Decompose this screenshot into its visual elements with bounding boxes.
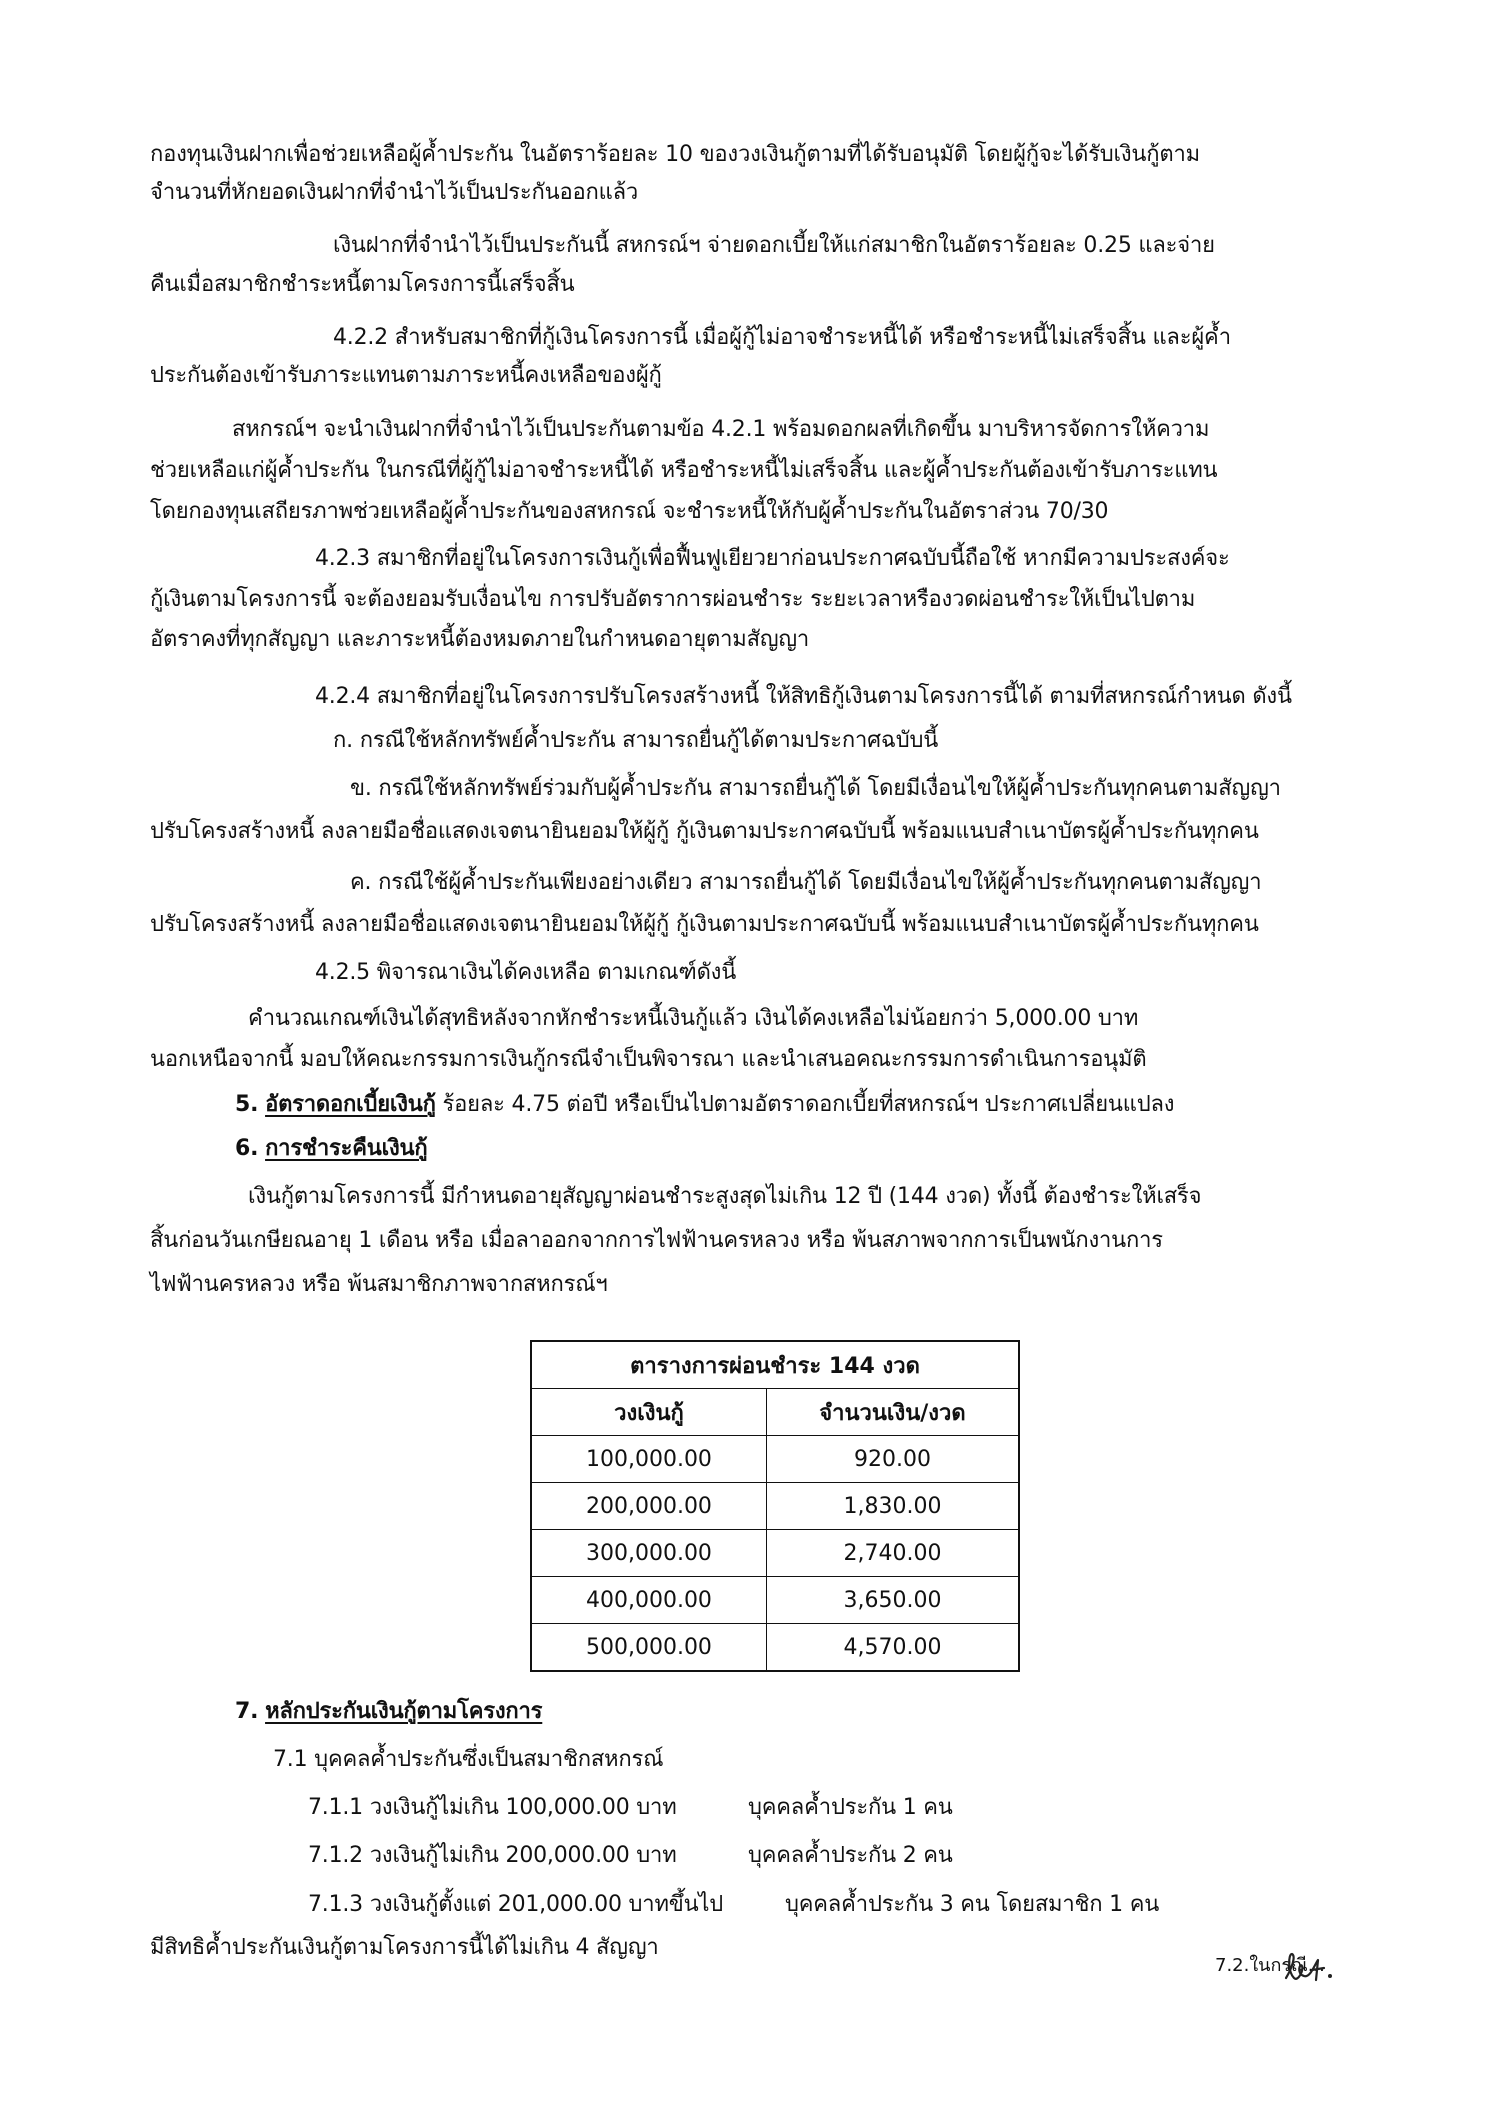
table-row — [531, 1577, 1019, 1624]
loan-amount-cell: 500,000.00 — [531, 1624, 766, 1672]
subsection-7-1: 7.1 บุคคลค้ำประกันซึ่งเป็นสมาชิกสหกรณ์ — [273, 1747, 664, 1772]
paragraph-line: 4.2.4 สมาชิกที่อยู่ในโครงการปรับโครงสร้างหนี้ ให้สิทธิกู้เงินตามโครงการนี้ได้ ตามที่สหกรณ์กำหนด ดังนี้ — [315, 684, 1292, 709]
section-number: 7. — [235, 1699, 259, 1724]
paragraph-line: ช่วยเหลือแก่ผู้ค้ำประกัน ในกรณีที่ผู้กู้ไม่อาจชำระหนี้ได้ หรือชำระหนี้ไม่เสร็จสิ้น และผู้ค้ำประกันต้องเข้ารับภาระแทน — [150, 458, 1218, 483]
paragraph-line: ค. กรณีใช้ผู้ค้ำประกันเพียงอย่างเดียว สามารถยื่นกู้ได้ โดยมีเงื่อนไขให้ผู้ค้ำประกันทุกคนตามสัญญา — [350, 870, 1262, 895]
paragraph-line: นอกเหนือจากนี้ มอบให้คณะกรรมการเงินกู้กรณีจำเป็นพิจารณา และนำเสนอคณะกรรมการดำเนินการอนุมัติ — [150, 1047, 1147, 1072]
installment-cell: 920.00 — [766, 1436, 1019, 1483]
paragraph-line: กองทุนเงินฝากเพื่อช่วยเหลือผู้ค้ำประกัน ในอัตราร้อยละ 10 ของวงเงินกู้ตามที่ได้รับอนุมัติ โดยผู้กู้จะได้รับเงินกู้ตาม — [150, 142, 1200, 167]
loan-amount-cell: 200,000.00 — [531, 1483, 766, 1530]
table-header-loan: วงเงินกู้ — [531, 1389, 766, 1436]
paragraph-line: คืนเมื่อสมาชิกชำระหนี้ตามโครงการนี้เสร็จสิ้น — [150, 272, 575, 297]
paragraph-line: สิ้นก่อนวันเกษียณอายุ 1 เดือน หรือ เมื่อลาออกจากการไฟฟ้านครหลวง หรือ พ้นสภาพจากการเป็นพนักงานการ — [150, 1228, 1163, 1253]
section-6-heading-row — [235, 1134, 427, 1164]
table-row — [531, 1624, 1019, 1672]
paragraph-line: ไฟฟ้านครหลวง หรือ พ้นสมาชิกภาพจากสหกรณ์ฯ — [150, 1272, 608, 1297]
loan-amount-cell: 400,000.00 — [531, 1577, 766, 1624]
section-text: ร้อยละ 4.75 ต่อปี หรือเป็นไปตามอัตราดอกเบี้ยที่สหกรณ์ฯ ประกาศเปลี่ยนแปลง — [435, 1092, 1175, 1117]
paragraph-line: 4.2.5 พิจารณาเงินได้คงเหลือ ตามเกณฑ์ดังนี้ — [315, 960, 737, 985]
installment-cell: 2,740.00 — [766, 1530, 1019, 1577]
guarantor-rule-right: บุคคลค้ำประกัน 2 คน — [748, 1843, 953, 1868]
paragraph-line: โดยกองทุนเสถียรภาพช่วยเหลือผู้ค้ำประกันของสหกรณ์ จะชำระหนี้ให้กับผู้ค้ำประกันในอัตราส่วน 70/30 — [150, 499, 1109, 524]
paragraph-line: ก. กรณีใช้หลักทรัพย์ค้ำประกัน สามารถยื่นกู้ได้ตามประกาศฉบับนี้ — [333, 728, 939, 753]
loan-amount-cell: 100,000.00 — [531, 1436, 766, 1483]
installment-table — [530, 1340, 1020, 1672]
table-title: ตารางการผ่อนชำระ 144 งวด — [531, 1341, 1019, 1389]
paragraph-line: ปรับโครงสร้างหนี้ ลงลายมือชื่อแสดงเจตนายินยอมให้ผู้กู้ กู้เงินตามประกาศฉบับนี้ พร้อมแนบสำเนาบัตรผู้ค้ำประกันทุกคน — [150, 912, 1259, 937]
paragraph-line: กู้เงินตามโครงการนี้ จะต้องยอมรับเงื่อนไข การปรับอัตราการผ่อนชำระ ระยะเวลาหรืองวดผ่อนชำระให้เป็นไปตาม — [150, 587, 1196, 612]
paragraph-line: คำนวณเกณฑ์เงินได้สุทธิหลังจากหักชำระหนี้เงินกู้แล้ว เงินได้คงเหลือไม่น้อยกว่า 5,000.00 บาท — [248, 1006, 1139, 1031]
guarantor-rule-left: 7.1.1 วงเงินกู้ไม่เกิน 100,000.00 บาท — [308, 1795, 677, 1820]
paragraph-line: มีสิทธิค้ำประกันเงินกู้ตามโครงการนี้ได้ไม่เกิน 4 สัญญา — [150, 1935, 659, 1960]
paragraph-line: 4.2.2 สำหรับสมาชิกที่กู้เงินโครงการนี้ เมื่อผู้กู้ไม่อาจชำระหนี้ได้ หรือชำระหนี้ไม่เสร็จสิ้น และผู้ค้ำ — [333, 325, 1231, 350]
installment-cell: 4,570.00 — [766, 1624, 1019, 1672]
paragraph-line: 4.2.3 สมาชิกที่อยู่ในโครงการเงินกู้เพื่อฟื้นฟูเยียวยาก่อนประกาศฉบับนี้ถือใช้ หากมีความประสงค์จะ — [315, 546, 1230, 571]
table-row — [531, 1483, 1019, 1530]
table-row — [531, 1530, 1019, 1577]
guarantor-rule-right: บุคคลค้ำประกัน 1 คน — [748, 1795, 953, 1820]
section-heading: อัตราดอกเบี้ยเงินกู้ — [265, 1092, 436, 1117]
paragraph-line: เงินกู้ตามโครงการนี้ มีกำหนดอายุสัญญาผ่อนชำระสูงสุดไม่เกิน 12 ปี (144 งวด) ทั้งนี้ ต้องชำระให้เสร็จ — [248, 1184, 1202, 1209]
next-page-note: 7.2.ในกรณี... — [1215, 1955, 1325, 1976]
section-number: 5. — [235, 1092, 259, 1117]
paragraph-line: ปรับโครงสร้างหนี้ ลงลายมือชื่อแสดงเจตนายินยอมให้ผู้กู้ กู้เงินตามประกาศฉบับนี้ พร้อมแนบสำเนาบัตรผู้ค้ำประกันทุกคน — [150, 819, 1259, 844]
guarantor-rule-left: 7.1.3 วงเงินกู้ตั้งแต่ 201,000.00 บาทขึ้นไป — [308, 1892, 724, 1917]
paragraph-line: ข. กรณีใช้หลักทรัพย์ร่วมกับผู้ค้ำประกัน สามารถยื่นกู้ได้ โดยมีเงื่อนไขให้ผู้ค้ำประกันทุกคนตามสัญญา — [350, 776, 1281, 801]
section-7-heading-row — [235, 1697, 542, 1727]
paragraph-line: ประกันต้องเข้ารับภาระแทนตามภาระหนี้คงเหลือของผู้กู้ — [150, 363, 662, 388]
installment-cell: 3,650.00 — [766, 1577, 1019, 1624]
table-header-installment: จำนวนเงิน/งวด — [766, 1389, 1019, 1436]
paragraph-line: เงินฝากที่จำนำไว้เป็นประกันนี้ สหกรณ์ฯ จ่ายดอกเบี้ยให้แก่สมาชิกในอัตราร้อยละ 0.25 และจ่าย — [333, 233, 1215, 258]
paragraph-line: จำนวนที่หักยอดเงินฝากที่จำนำไว้เป็นประกันออกแล้ว — [150, 180, 639, 205]
handwritten-initial — [1278, 1948, 1338, 1988]
section-heading: หลักประกันเงินกู้ตามโครงการ — [265, 1699, 543, 1724]
paragraph-line: อัตราคงที่ทุกสัญญา และภาระหนี้ต้องหมดภายในกำหนดอายุตามสัญญา — [150, 627, 810, 652]
guarantor-rule-left: 7.1.2 วงเงินกู้ไม่เกิน 200,000.00 บาท — [308, 1843, 677, 1868]
section-5 — [235, 1090, 1174, 1120]
paragraph-line: สหกรณ์ฯ จะนำเงินฝากที่จำนำไว้เป็นประกันตามข้อ 4.2.1 พร้อมดอกผลที่เกิดขึ้น มาบริหารจัดการให้ความ — [232, 417, 1210, 442]
installment-cell: 1,830.00 — [766, 1483, 1019, 1530]
section-heading: การชำระคืนเงินกู้ — [265, 1136, 428, 1161]
guarantor-rule-right: บุคคลค้ำประกัน 3 คน โดยสมาชิก 1 คน — [785, 1892, 1160, 1917]
loan-amount-cell: 300,000.00 — [531, 1530, 766, 1577]
section-number: 6. — [235, 1136, 259, 1161]
table-row — [531, 1436, 1019, 1483]
